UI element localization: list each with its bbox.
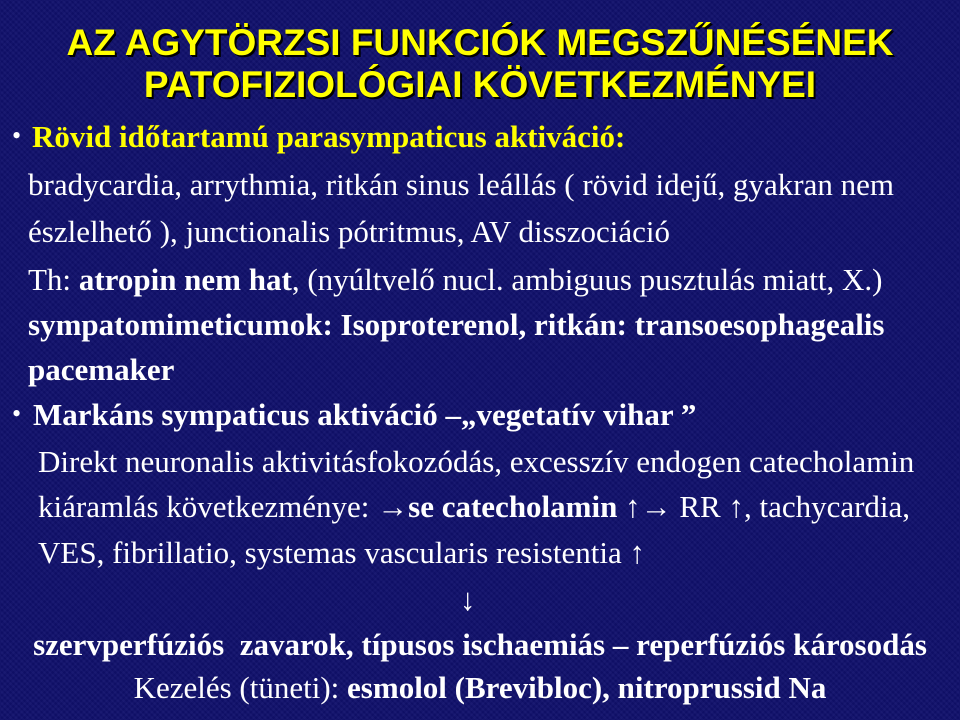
body-line: észlelhető ), junctionalis pótritmus, AV disszociáció [28,214,671,249]
body-line-bold: pacemaker [28,352,175,387]
catecholamine-line [38,487,910,527]
body-line: bradycardia, arrythmia, ritkán sinus leállás ( rövid idejű, gyakran nem [28,167,894,202]
treatment-line [0,668,960,708]
bullet-icon: • [12,399,22,428]
catecholamine-line-start: kiáramlás következménye: [38,489,378,524]
body-line: Direkt neuronalis aktivitásfokozódás, excesszív endogen catecholamin [38,444,915,479]
treatment-label: Kezelés (tüneti): [133,670,348,705]
treatment-emphasis: esmolol (Brevibloc), nitroprussid Na [347,670,827,705]
therapy-rest: , (nyúltvelő nucl. ambiguus pusztulás miatt, X.) [291,262,883,297]
bullet-heading-sympathetic: Markáns sympaticus aktiváció –„vegetatív vihar ” [33,397,697,432]
bullet-icon: • [12,121,22,150]
slide-title-line-1: AZ AGYTÖRZSI FUNKCIÓK MEGSZŰNÉSÉNEK [66,22,894,63]
bullet-heading-parasympathetic: Rövid időtartamú parasympaticus aktiváció: [32,119,626,154]
body-line-bold: sympatomimeticumok: Isoproterenol, ritkán: transoesophagealis [28,307,885,342]
catecholamine-line-end: ↑→ RR ↑, tachycardia, [625,489,911,524]
therapy-label: Th: [28,262,79,297]
consequence-line: szervperfúziós zavarok, típusos ischaemiás – reperfúziós károsodás [33,627,927,662]
down-arrow-icon: ↓ [460,582,476,617]
body-line: VES, fibrillatio, systemas vascularis resistentia ↑ [38,535,645,570]
therapy-line [28,260,882,300]
catecholamine-line-emphasis: →se catecholamin [377,489,626,524]
therapy-emphasis: atropin nem hat [78,262,292,297]
slide-title-line-2: PATOFIZIOLÓGIAI KÖVETKEZMÉNYEI [143,64,817,105]
